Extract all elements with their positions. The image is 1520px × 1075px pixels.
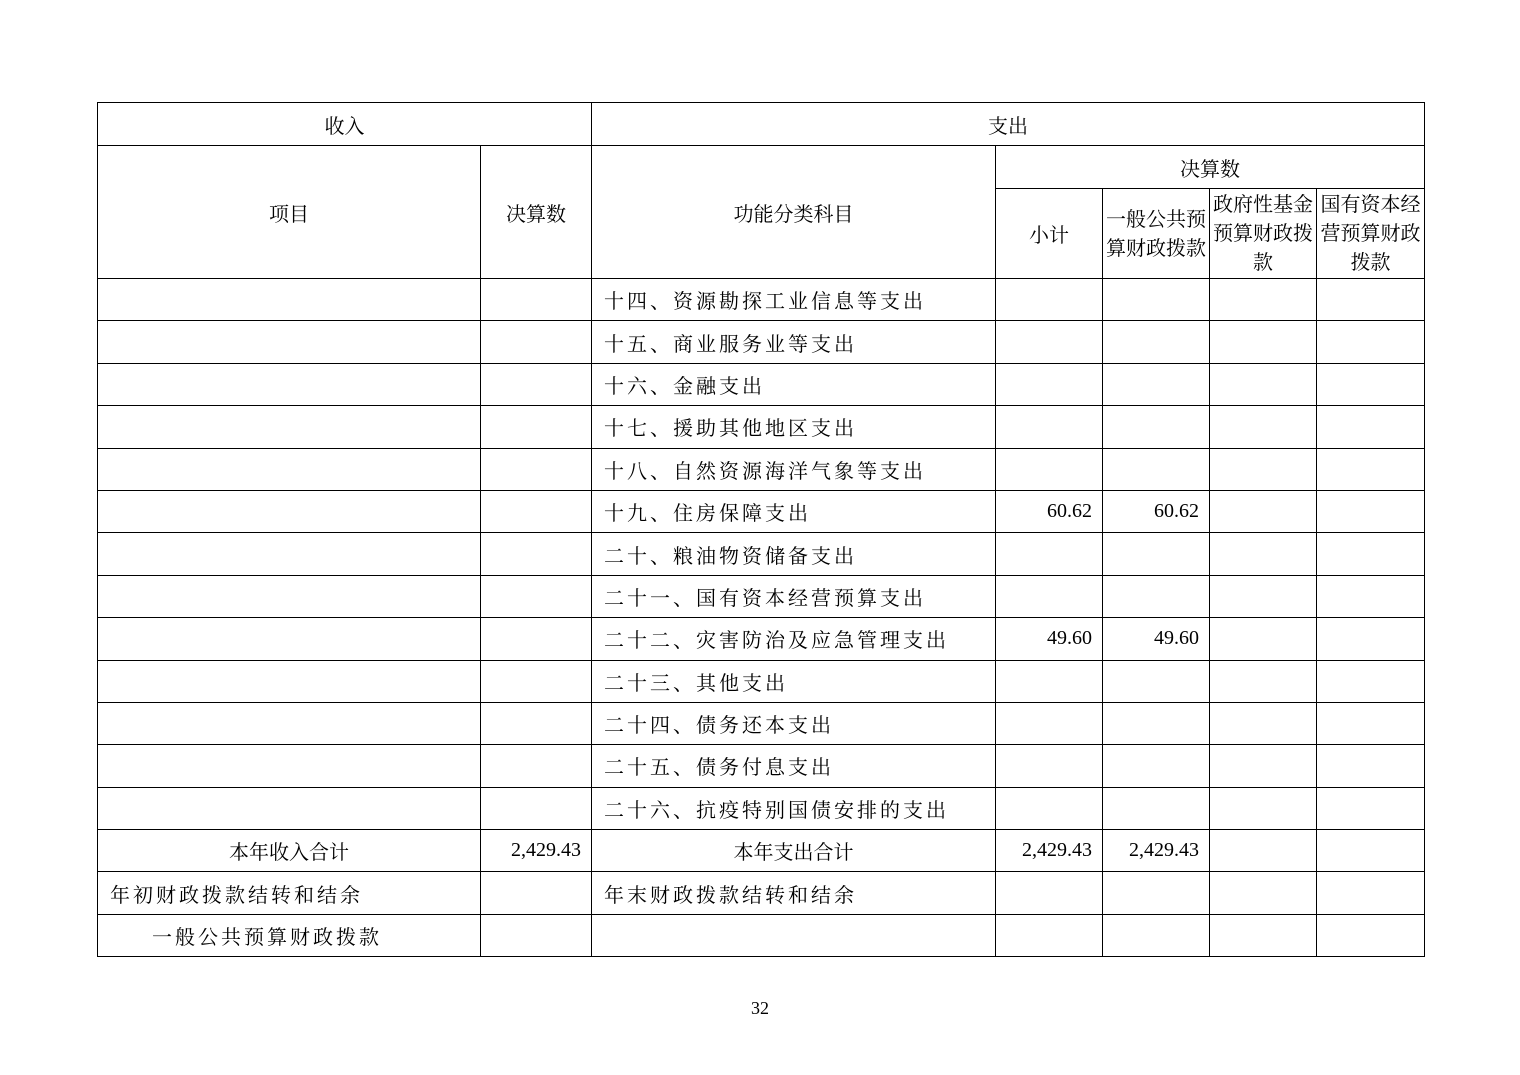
function-category-cell: 十五、商业服务业等支出 xyxy=(592,321,996,363)
item-header: 项目 xyxy=(98,146,481,279)
general-public-cell xyxy=(1103,321,1210,363)
gov-fund-cell xyxy=(1210,787,1317,829)
subtotal-cell xyxy=(996,406,1103,448)
income-amount-cell xyxy=(481,279,592,321)
income-item-cell xyxy=(98,702,481,744)
income-amount-cell xyxy=(481,406,592,448)
function-category-cell: 十四、资源勘探工业信息等支出 xyxy=(592,279,996,321)
general-public-cell xyxy=(1103,363,1210,405)
general-public-cell xyxy=(1103,533,1210,575)
end-carryover-capital xyxy=(1317,872,1425,914)
state-capital-cell xyxy=(1317,321,1425,363)
function-category-cell: 十八、自然资源海洋气象等支出 xyxy=(592,448,996,490)
general-public-cell xyxy=(1103,787,1210,829)
table-row xyxy=(98,660,1425,702)
general-carryover-fund xyxy=(1210,914,1317,956)
table-row xyxy=(98,533,1425,575)
subtotal-cell xyxy=(996,321,1103,363)
function-category-cell: 十七、援助其他地区支出 xyxy=(592,406,996,448)
state-capital-cell xyxy=(1317,618,1425,660)
expense-total-label: 本年支出合计 xyxy=(592,830,996,872)
state-capital-cell xyxy=(1317,533,1425,575)
subtotal-cell: 60.62 xyxy=(996,490,1103,532)
table-row xyxy=(98,702,1425,744)
function-category-cell: 二十四、债务还本支出 xyxy=(592,702,996,744)
income-item-cell xyxy=(98,745,481,787)
general-public-cell xyxy=(1103,406,1210,448)
subtotal-cell xyxy=(996,660,1103,702)
income-amount-cell xyxy=(481,787,592,829)
subtotal-cell xyxy=(996,787,1103,829)
end-carryover-fund xyxy=(1210,872,1317,914)
function-category-cell: 二十、粮油物资储备支出 xyxy=(592,533,996,575)
begin-carryover-amount xyxy=(481,872,592,914)
income-amount-cell xyxy=(481,745,592,787)
general-public-header: 一般公共预算财政拨款 xyxy=(1103,189,1210,279)
gov-fund-cell xyxy=(1210,702,1317,744)
general-carryover-capital xyxy=(1317,914,1425,956)
state-capital-cell xyxy=(1317,490,1425,532)
income-item-cell xyxy=(98,406,481,448)
income-item-cell xyxy=(98,660,481,702)
subtotal-cell xyxy=(996,575,1103,617)
table-row xyxy=(98,363,1425,405)
general-public-cell xyxy=(1103,575,1210,617)
gov-fund-cell xyxy=(1210,618,1317,660)
expense-total-subtotal: 2,429.43 xyxy=(996,830,1103,872)
table-row xyxy=(98,406,1425,448)
gov-fund-cell xyxy=(1210,321,1317,363)
gov-fund-cell xyxy=(1210,490,1317,532)
income-item-cell xyxy=(98,618,481,660)
table-body xyxy=(98,279,1425,830)
gov-fund-cell xyxy=(1210,448,1317,490)
gov-fund-cell xyxy=(1210,660,1317,702)
end-carryover-subtotal xyxy=(996,872,1103,914)
function-category-cell: 二十三、其他支出 xyxy=(592,660,996,702)
expense-total-general: 2,429.43 xyxy=(1103,830,1210,872)
income-amount-cell xyxy=(481,363,592,405)
income-amount-cell xyxy=(481,702,592,744)
table-row xyxy=(98,787,1425,829)
general-public-cell xyxy=(1103,279,1210,321)
function-category-header: 功能分类科目 xyxy=(592,146,996,279)
function-category-cell: 十六、金融支出 xyxy=(592,363,996,405)
subtotal-cell xyxy=(996,533,1103,575)
subtotal-cell xyxy=(996,448,1103,490)
general-carryover-amount xyxy=(481,914,592,956)
income-amount-cell xyxy=(481,575,592,617)
income-item-cell xyxy=(98,533,481,575)
begin-carryover-label: 年初财政拨款结转和结余 xyxy=(98,872,481,914)
table-row xyxy=(98,448,1425,490)
income-item-cell xyxy=(98,363,481,405)
gov-fund-cell xyxy=(1210,279,1317,321)
state-capital-cell xyxy=(1317,745,1425,787)
subtotal-cell xyxy=(996,745,1103,787)
gov-fund-cell xyxy=(1210,533,1317,575)
end-carryover-label: 年末财政拨款结转和结余 xyxy=(592,872,996,914)
general-public-cell xyxy=(1103,702,1210,744)
table-row xyxy=(98,279,1425,321)
fiscal-appropriation-table xyxy=(97,102,1425,957)
state-capital-header: 国有资本经营预算财政拨款 xyxy=(1317,189,1425,279)
subtotal-cell xyxy=(996,363,1103,405)
expense-header: 支出 xyxy=(592,103,1425,146)
gov-fund-cell xyxy=(1210,745,1317,787)
table-row xyxy=(98,575,1425,617)
income-amount-cell xyxy=(481,660,592,702)
function-category-cell: 二十二、灾害防治及应急管理支出 xyxy=(592,618,996,660)
function-category-cell: 二十五、债务付息支出 xyxy=(592,745,996,787)
general-carryover-label: 一般公共预算财政拨款 xyxy=(98,914,481,956)
state-capital-cell xyxy=(1317,279,1425,321)
income-total-label: 本年收入合计 xyxy=(98,830,481,872)
function-category-cell: 二十一、国有资本经营预算支出 xyxy=(592,575,996,617)
general-public-cell xyxy=(1103,660,1210,702)
general-public-cell: 60.62 xyxy=(1103,490,1210,532)
subtotal-cell xyxy=(996,702,1103,744)
income-item-cell xyxy=(98,787,481,829)
income-item-cell xyxy=(98,575,481,617)
table-row xyxy=(98,618,1425,660)
income-amount-cell xyxy=(481,533,592,575)
state-capital-cell xyxy=(1317,787,1425,829)
end-carryover-general xyxy=(1103,872,1210,914)
gov-fund-cell xyxy=(1210,363,1317,405)
expense-total-capital xyxy=(1317,830,1425,872)
state-capital-cell xyxy=(1317,406,1425,448)
expense-amount-header: 决算数 xyxy=(996,146,1425,189)
table-row xyxy=(98,745,1425,787)
income-item-cell xyxy=(98,279,481,321)
gov-fund-header: 政府性基金预算财政拨款 xyxy=(1210,189,1317,279)
state-capital-cell xyxy=(1317,363,1425,405)
general-public-cell: 49.60 xyxy=(1103,618,1210,660)
page-number: 32 xyxy=(751,998,769,1018)
income-item-cell xyxy=(98,448,481,490)
function-category-cell: 十九、住房保障支出 xyxy=(592,490,996,532)
income-amount-cell xyxy=(481,618,592,660)
table-row xyxy=(98,321,1425,363)
income-amount-header: 决算数 xyxy=(481,146,592,279)
general-public-cell xyxy=(1103,448,1210,490)
subtotal-header: 小计 xyxy=(996,189,1103,279)
expense-total-fund xyxy=(1210,830,1317,872)
state-capital-cell xyxy=(1317,448,1425,490)
general-carryover-category xyxy=(592,914,996,956)
gov-fund-cell xyxy=(1210,406,1317,448)
function-category-cell: 二十六、抗疫特别国债安排的支出 xyxy=(592,787,996,829)
state-capital-cell xyxy=(1317,660,1425,702)
state-capital-cell xyxy=(1317,702,1425,744)
income-total-amount: 2,429.43 xyxy=(481,830,592,872)
general-carryover-general xyxy=(1103,914,1210,956)
income-amount-cell xyxy=(481,448,592,490)
income-amount-cell xyxy=(481,490,592,532)
table-row xyxy=(98,490,1425,532)
income-item-cell xyxy=(98,490,481,532)
state-capital-cell xyxy=(1317,575,1425,617)
income-header: 收入 xyxy=(98,103,592,146)
income-item-cell xyxy=(98,321,481,363)
gov-fund-cell xyxy=(1210,575,1317,617)
subtotal-cell: 49.60 xyxy=(996,618,1103,660)
general-public-cell xyxy=(1103,745,1210,787)
general-carryover-subtotal xyxy=(996,914,1103,956)
income-amount-cell xyxy=(481,321,592,363)
subtotal-cell xyxy=(996,279,1103,321)
